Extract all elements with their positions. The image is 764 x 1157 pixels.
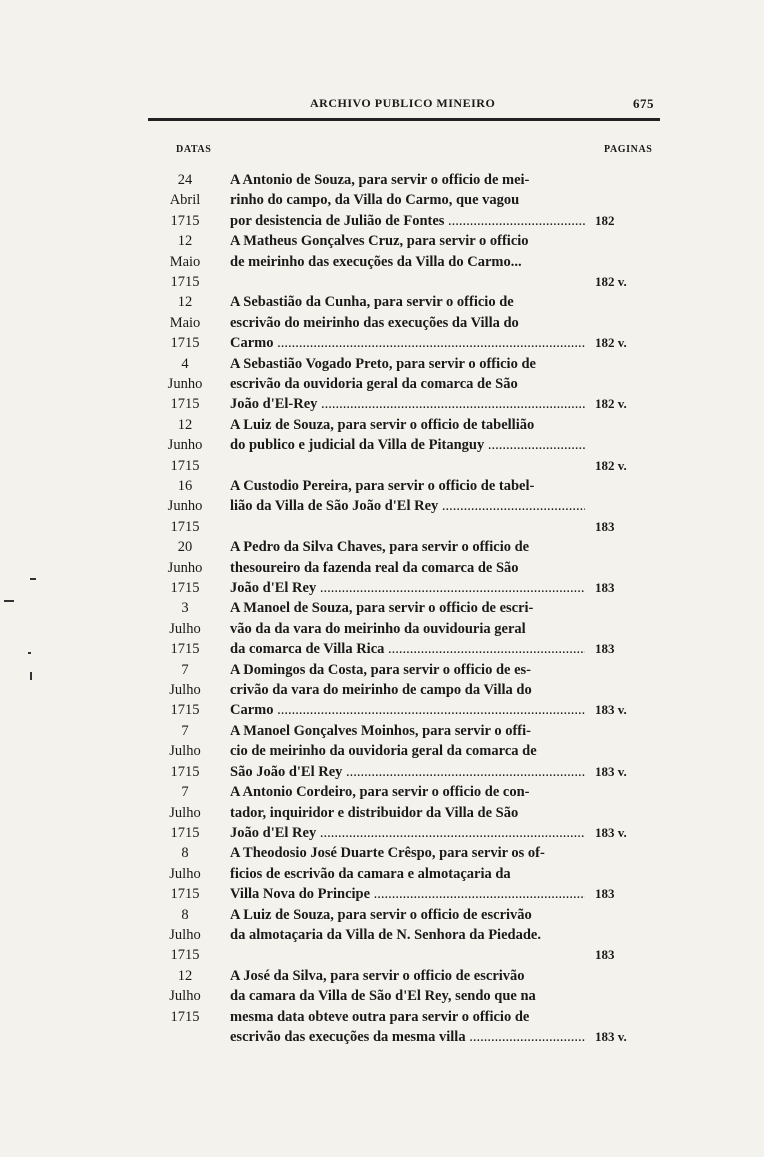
entry-text-line: A Sebastião Vogado Preto, para servir o officio de [230,355,536,372]
entry-month: Julho [169,926,201,943]
entry-year: 1715 [170,1008,200,1025]
entry-page-reference: 182 v. [595,457,627,473]
entry-month: Julho [169,620,201,637]
entry-text [230,231,585,272]
entry-month: Julho [169,743,201,760]
entry-text-line: A Pedro da Silva Chaves, para servir o officio de [230,539,530,556]
entry-date [150,170,220,231]
entry-text-line: A Luiz de Souza, para servir o officio de escrivão [230,906,532,923]
entry-date [150,660,220,721]
entry-text-line: A Matheus Gonçalves Cruz, para servir o officio [230,233,529,250]
entry-text-line: cio de meirinho da ouvidoria geral da comarca de [230,743,537,760]
entry-text-line: tador, inquiridor e distribuidor da Villa de São [230,804,519,821]
entry-list [150,170,670,1047]
entry-text-line: da almotaçaria da Villa de N. Senhora da Piedade. [230,926,541,943]
entry-year: 1715 [170,335,200,352]
entry-day: 12 [177,967,193,984]
entry-text-line: A Luiz de Souza, para servir o officio de tabellião [230,416,535,433]
register-entry [150,170,670,231]
entry-text-line: por desistencia de Julião de Fontes ..... [230,211,585,231]
page-number: 675 [633,96,654,111]
entry-text-line: A Sebastião da Cunha, para servir o officio de [230,294,514,311]
entry-day: 12 [177,233,193,250]
entry-year: 1715 [170,518,200,535]
entry-day: 24 [177,172,193,188]
entry-day: 7 [181,784,189,801]
entry-text-line: crivão da vara do meirinho de campo da Villa do [230,682,532,699]
register-entry [150,782,670,843]
entry-page-reference: 183 [595,947,615,963]
entry-year: 1715 [170,702,200,719]
entry-month: Julho [169,988,201,1005]
entry-page-reference: 182 v. [595,396,627,412]
entry-date [150,598,220,659]
entry-text [230,292,585,353]
register-entry [150,598,670,659]
register-entry [150,966,670,1048]
entry-text-line: A Domingos da Costa, para servir o officio de es- [230,661,531,678]
entry-year: 1715 [170,947,200,964]
entry-text-line: João d'El-Rey ..... [230,394,585,414]
register-entry [150,843,670,904]
entry-text-line: A Manoel de Souza, para servir o officio de escri- [230,600,534,617]
entry-month: Junho [167,376,203,393]
register-entry [150,415,670,476]
entry-text-line: A Custodio Pereira, para servir o officio de tabel- [230,478,535,495]
entry-text-line: escrivão das execuções da mesma villa ..... [230,1027,585,1047]
entry-text-line: do publico e judicial da Villa de Pitanguy ..... [230,435,585,455]
entry-day: 7 [181,661,189,678]
entry-text-line: Carmo ..... [230,700,585,720]
page-header [150,94,660,116]
entry-day: 12 [177,294,193,311]
entry-year: 1715 [170,824,200,841]
entry-date [150,905,220,966]
entry-page-reference: 183 [595,518,615,534]
entry-text-line: vão da da vara do meirinho da ouvidouria geral [230,620,526,637]
register-entry [150,476,670,537]
entry-month: Abril [169,192,201,209]
entry-year: 1715 [170,396,200,413]
register-entry [150,537,670,598]
entry-text [230,905,585,946]
entry-page-reference: 182 v. [595,335,627,351]
entry-page-reference: 183 v. [595,702,627,718]
entry-year: 1715 [170,580,200,597]
entry-year: 1715 [170,212,200,229]
entry-text [230,843,585,904]
entry-text-line: Villa Nova do Principe ..... [230,884,585,904]
entry-day: 12 [177,416,193,433]
entry-page-reference: 183 v. [595,763,627,779]
entry-text [230,598,585,659]
entry-text-line: da comarca de Villa Rica ..... [230,639,585,659]
register-entry [150,354,670,415]
entry-page-reference: 183 [595,580,615,596]
entry-month: Julho [169,804,201,821]
entry-page-reference: 182 v. [595,274,627,289]
register-entry [150,721,670,782]
entry-month: Julho [169,682,201,699]
register-entry [150,905,670,966]
entry-text [230,415,585,456]
entry-page-reference: 183 [595,641,615,657]
entry-year: 1715 [170,457,200,474]
pages-column-heading: PAGINAS [604,144,653,155]
entry-year: 1715 [170,763,200,780]
entry-day: 8 [181,845,189,862]
entry-text-line: thesoureiro da fazenda real da comarca de São [230,559,519,576]
entry-text-line: da camara da Villa de São d'El Rey, sendo que na [230,988,536,1005]
entry-text [230,660,585,721]
entry-year: 1715 [170,886,200,903]
entry-day: 8 [181,906,189,923]
entry-day: 4 [181,355,189,372]
entry-text-line: de meirinho das execuções da Villa do Carmo... [230,253,522,270]
entry-text-line: escrivão da ouvidoria geral da comarca de São [230,376,518,393]
register-entry [150,660,670,721]
entry-date [150,476,220,537]
entry-text-line: A Theodosio José Duarte Crêspo, para servir os of- [230,845,545,862]
entry-text-line: João d'El Rey ..... [230,578,585,598]
entry-date [150,843,220,904]
entry-year: 1715 [170,641,200,658]
entry-month: Junho [167,559,203,576]
entry-text-line: João d'El Rey ..... [230,823,585,843]
entry-text-line: rinho do campo, da Villa do Carmo, que vagou [230,192,520,209]
entry-month: Junho [167,498,203,515]
entry-text-line: ficios de escrivão da camara e almotaçaria da [230,865,511,882]
entry-date [150,966,220,1027]
entry-text [230,721,585,782]
entry-text [230,476,585,517]
register-entry [150,292,670,353]
entry-text-line: lião da Villa de São João d'El Rey ..... [230,496,585,516]
entry-date [150,721,220,782]
entry-text-line: escrivão do meirinho das execuções da Villa do [230,314,519,331]
entry-year: 1715 [170,274,200,291]
entry-page-reference: 183 [595,886,615,902]
entry-page-reference: 183 v. [595,1028,627,1044]
entry-month: Maio [169,314,201,331]
entry-text-line: A Antonio de Souza, para servir o officio de mei- [230,172,530,188]
entry-day: 3 [181,600,189,617]
entry-day: 16 [177,478,193,495]
margin-marks [0,560,40,700]
entry-text-line: A Antonio Cordeiro, para servir o officio de con- [230,784,530,801]
entry-text [230,537,585,598]
entry-text-line: A Manoel Gonçalves Moinhos, para servir o offi- [230,722,531,739]
entry-text-line: A José da Silva, para servir o officio de escrivão [230,967,525,984]
header-rule [148,118,660,121]
entry-text [230,782,585,843]
entry-text-line: Carmo ..... [230,333,585,353]
entry-text-line: São João d'El Rey ..... [230,762,585,782]
entry-text [230,966,585,1048]
running-title: ARCHIVO PUBLICO MINEIRO [310,96,496,110]
register-entry [150,231,670,292]
dates-column-heading: DATAS [176,144,212,155]
entry-text-line: mesma data obteve outra para servir o officio de [230,1008,530,1025]
entry-date [150,415,220,476]
entry-date [150,231,220,292]
entry-day: 7 [181,722,189,739]
entry-date [150,292,220,353]
entry-date [150,354,220,415]
entry-day: 20 [177,539,193,556]
entry-month: Maio [169,253,201,270]
entry-text [230,170,585,231]
entry-text [230,354,585,415]
entry-month: Junho [167,437,203,454]
entry-date [150,782,220,843]
entry-month: Julho [169,865,201,882]
entry-date [150,537,220,598]
entry-page-reference: 182 [595,212,615,228]
entry-page-reference: 183 v. [595,824,627,840]
